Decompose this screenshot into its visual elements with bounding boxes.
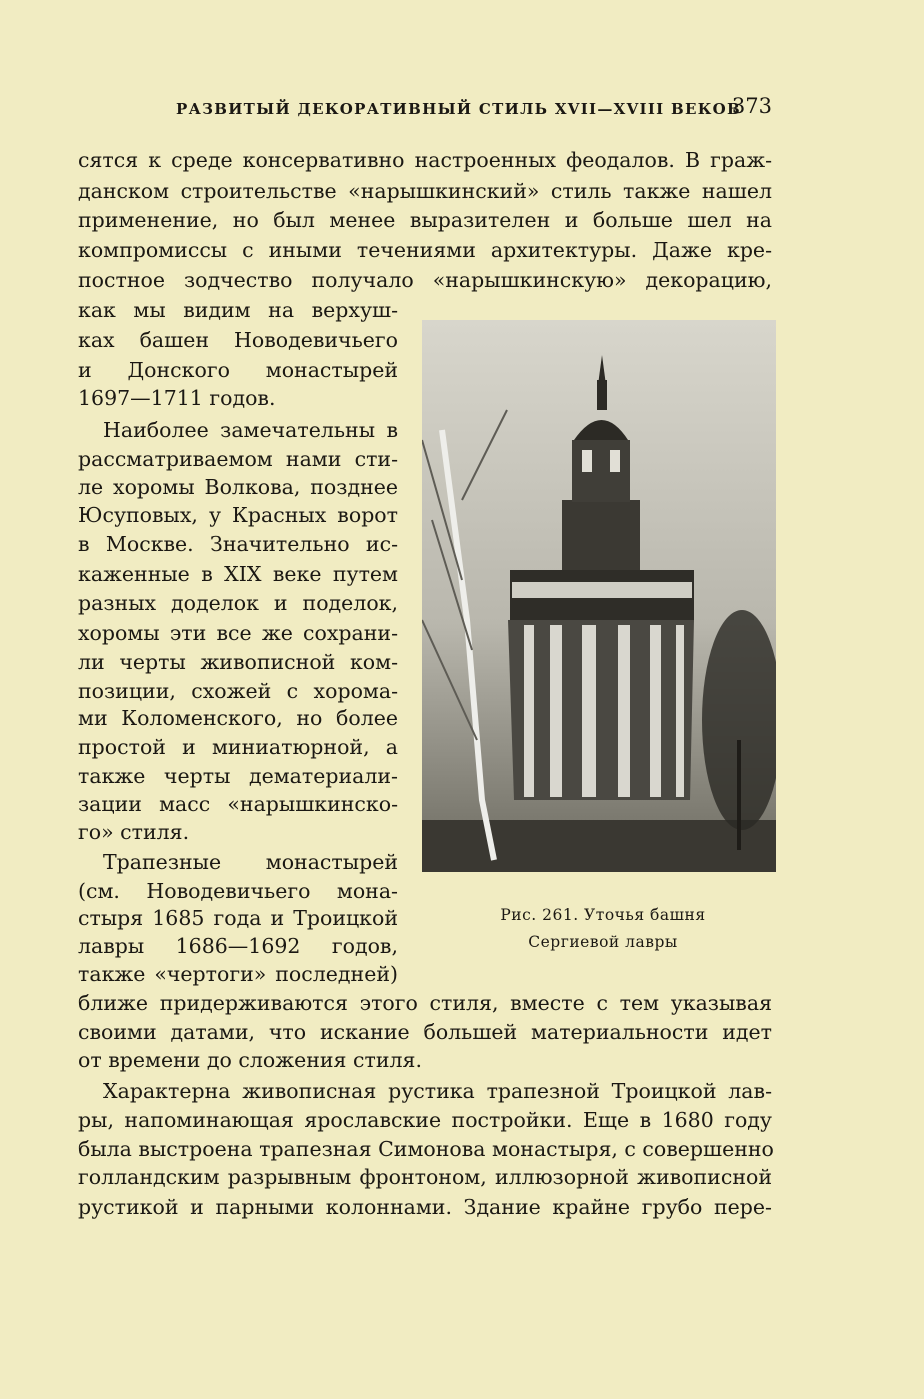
text-line: ры, напоминающая ярославские постройки. Еще в 1680 году [78,1108,772,1132]
text-line: и Донского монастырей [78,358,398,382]
running-title: РАЗВИТЫЙ ДЕКОРАТИВНЫЙ СТИЛЬ XVII—XVIII ВЕКОВ [176,100,742,118]
page-number: 373 [731,94,772,118]
text-line: (см. Новодевичьего мона- [78,879,398,903]
text-line: простой и миниатюрной, а [78,735,398,759]
text-line: стыря 1685 года и Троицкой [78,906,398,930]
caption-line-2: Сергиевой лавры [528,933,678,951]
text-line: лавры 1686—1692 годов, [78,934,398,958]
text-line: 1697—1711 годов. [78,386,276,410]
text-line: рассматриваемом нами сти- [78,447,398,471]
tower-photo-drawing [422,320,776,872]
text-line: компромиссы с иными течениями архитектуры. Даже кре- [78,238,772,262]
text-line: ках башен Новодевичьего [78,328,398,352]
text-line: рустикой и парными колоннами. Здание крайне грубо пере- [78,1195,772,1219]
text-line: Трапезные монастырей [103,850,398,874]
text-line: Характерна живописная рустика трапезной Троицкой лав- [103,1079,772,1103]
text-line: хоромы эти все же сохрани- [78,621,398,645]
text-line: каженные в XIX веке путем [78,562,398,586]
text-line: постное зодчество получало «нарышкинскую» декорацию, [78,268,772,292]
text-line: Юсуповых, у Красных ворот [78,503,398,527]
text-line: позиции, схожей с хорома- [78,679,398,703]
text-line: разных доделок и поделок, [78,591,398,615]
text-line: данском строительстве «нарышкинский» стиль также нашел [78,179,772,203]
text-line: ми Коломенского, но более [78,706,398,730]
text-line: ле хоромы Волкова, позднее [78,475,398,499]
tower-photograph [422,320,776,872]
running-header [176,94,772,124]
text-line: была выстроена трапезная Симонова монастыря, с совершенно [78,1137,774,1161]
text-line: как мы видим на верхуш- [78,298,398,322]
text-line: ближе придерживаются этого стиля, вместе с тем указывая [78,991,772,1015]
caption-line-1: Рис. 261. Уточья башня [500,906,706,924]
text-line: применение, но был менее выразителен и больше шел на [78,208,772,232]
text-line: Наиболее замечательны в [103,418,398,442]
text-line: также черты дематериали- [78,764,398,788]
text-line: от времени до сложения стиля. [78,1048,422,1072]
text-line: в Москве. Значительно ис- [78,532,398,556]
text-line: голландским разрывным фронтоном, иллюзорной живописной [78,1165,772,1189]
text-line: зации масс «нарышкинско- [78,792,398,816]
text-line: го» стиля. [78,820,190,844]
text-line: своими датами, что искание большей материальности идет [78,1020,772,1044]
text-line: также «чертоги» последней) [78,962,398,986]
text-line: сятся к среде консервативно настроенных феодалов. В граж- [78,148,772,172]
figure-caption [430,902,776,956]
text-line: ли черты живописной ком- [78,650,398,674]
